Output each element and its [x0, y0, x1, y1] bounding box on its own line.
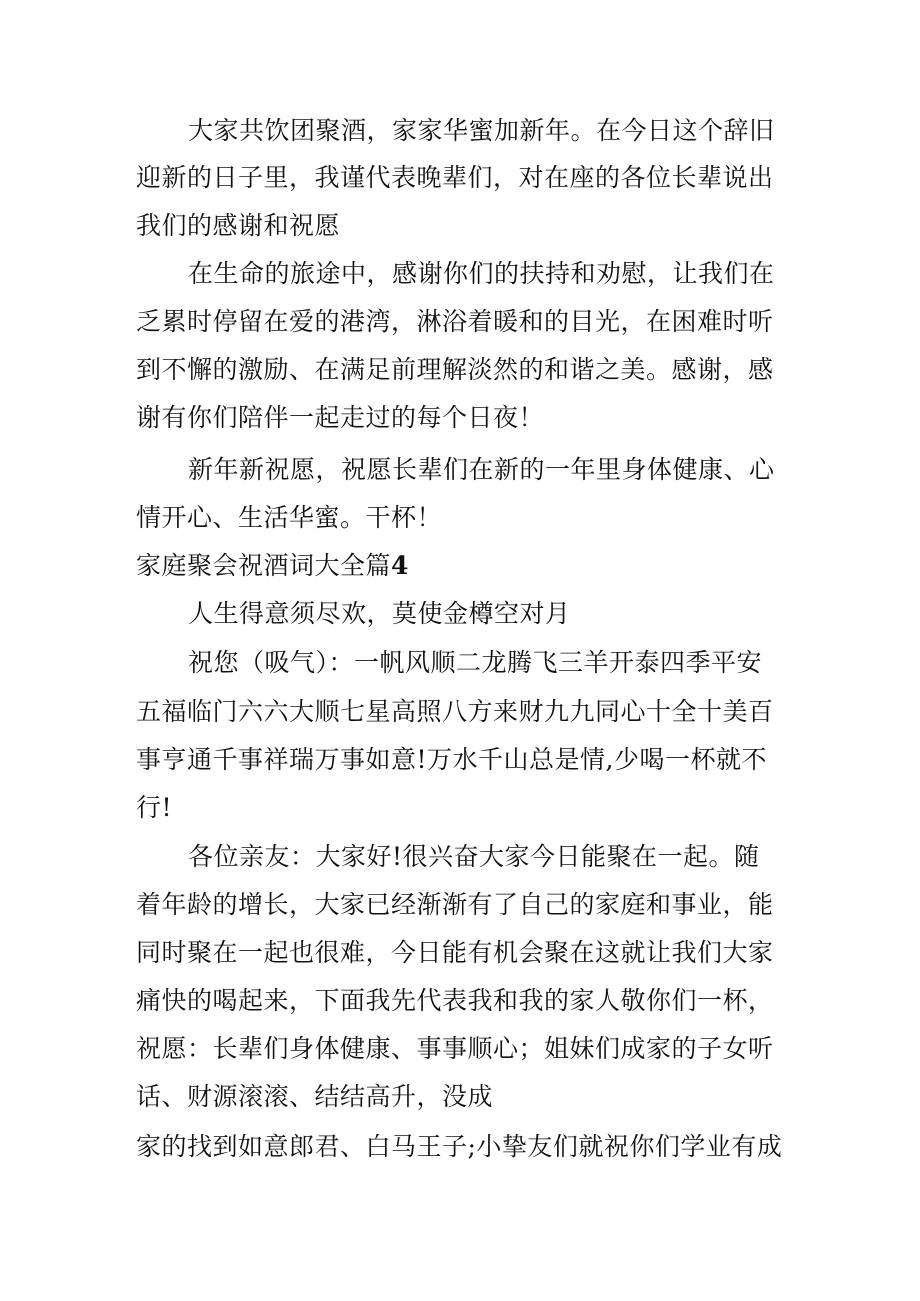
paragraph-line: 痛快的喝起来，下面我先代表我和我的家人敬你们一杯，	[136, 986, 774, 1015]
section-heading-text: 家庭聚会祝酒词大全篇	[136, 551, 392, 580]
paragraph-line: 乏累时停留在爱的港湾，淋浴着暖和的目光，在困难时听	[136, 307, 774, 336]
paragraph-line: 人生得意须尽欢，莫使金樽空对月	[188, 599, 571, 628]
paragraph-line: 家的找到如意郎君、白马王子;小挚友们就祝你们学业有成	[136, 1132, 783, 1161]
paragraph-line: 祝您（吸气）：一帆风顺二龙腾飞三羊开泰四季平安	[188, 648, 763, 677]
paragraph-line: 同时聚在一起也很难，今日能有机会聚在这就让我们大家	[136, 938, 774, 967]
paragraph-line: 大家共饮团聚酒，家家华蜜加新年。在今日这个辞旧	[188, 116, 775, 145]
paragraph-line: 我们的感谢和祝愿	[136, 211, 341, 240]
paragraph-line: 祝愿：长辈们身体健康、事事顺心；姐妹们成家的子女听	[136, 1034, 774, 1063]
paragraph-line: 话、财源滚滚、结结高升，没成	[136, 1082, 494, 1111]
paragraph-line: 情开心、生活华蜜。干杯！	[136, 503, 443, 532]
section-heading	[136, 551, 796, 581]
paragraph-line: 谢有你们陪伴一起走过的每个日夜！	[136, 403, 545, 432]
paragraph-line: 新年新祝愿，祝愿长辈们在新的一年里身体健康、心	[188, 455, 775, 484]
paragraph-line: 五福临门六六大顺七星高照八方来财九九同心十全十美百	[136, 697, 774, 726]
paragraph-line: 各位亲友：大家好!很兴奋大家今日能聚在一起。随	[188, 842, 760, 871]
section-heading-number: 4	[391, 551, 409, 580]
paragraph-line: 事亨通千事祥瑞万事如意!万水千山总是情,少喝一杯就不	[136, 745, 767, 774]
paragraph-line: 到不懈的激励、在满足前理解淡然的和谐之美。感谢，感	[136, 355, 774, 384]
paragraph-line: 行!	[136, 793, 173, 822]
paragraph-line: 着年龄的增长，大家已经渐渐有了自己的家庭和事业，能	[136, 890, 774, 919]
paragraph-line: 在生命的旅途中，感谢你们的扶持和劝慰，让我们在	[188, 259, 775, 288]
paragraph-line: 迎新的日子里，我谨代表晚辈们，对在座的各位长辈说出	[136, 163, 774, 192]
